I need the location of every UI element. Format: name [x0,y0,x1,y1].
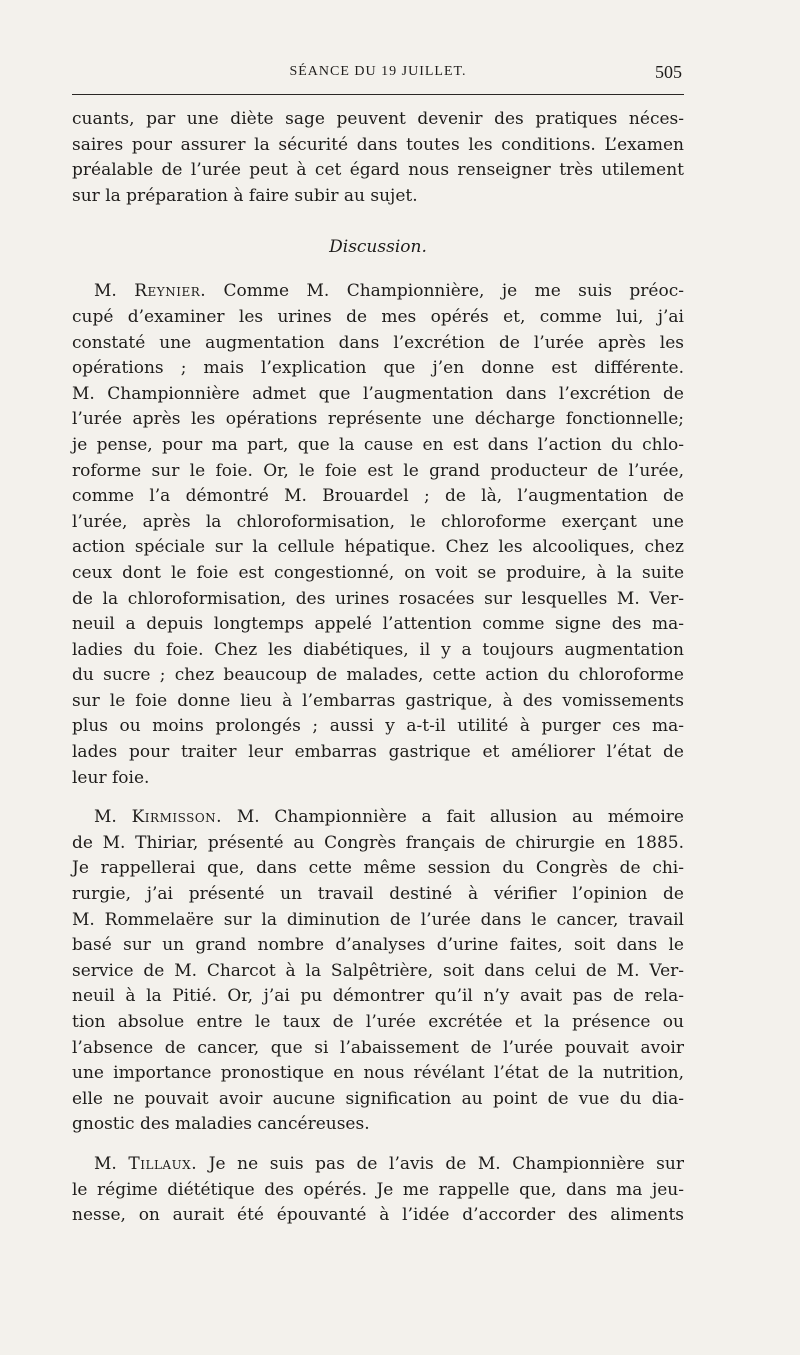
speaker-name: Kirmisson. [131,807,223,828]
speaker-prefix: M. [94,281,135,302]
line-text: Comme M. Championnière, je me suis préoc- [206,281,684,302]
text-line: basé sur un grand nombre d’analyses d’urine faites, soit dans le [72,935,684,956]
text-line: préalable de l’urée peut à cet égard nous renseigner très utilement [72,160,684,181]
speaker-prefix: M. [94,1153,129,1174]
book-page [72,62,684,1229]
text-line: une importance pronostique en nous révélant l’état de la nutrition, [72,1063,684,1084]
text-line: sur la préparation à faire subir au sujet. [72,185,418,206]
header-rule [72,94,684,95]
line-text: Je ne suis pas de l’avis de M. Championnière sur [197,1153,684,1174]
text-line: l’absence de cancer, que si l’abaissement de l’urée pouvait avoir [72,1037,684,1058]
text-line: le régime diététique des opérés. Je me rappelle que, dans ma jeu- [72,1179,684,1200]
intro-paragraph [72,107,684,209]
text-line: sur le foie donne lieu à l’embarras gastrique, à des vomissements [72,690,684,711]
text-line: opérations ; mais l’explication que j’en donne est différente. [72,358,684,379]
text-line: nesse, on aurait été épouvanté à l’idée d’accorder des aliments [72,1205,684,1226]
text-line: M. Rommelaëre sur la diminution de l’urée dans le cancer, travail [72,909,684,930]
paragraph-gap [72,791,684,805]
text-line: Je rappellerai que, dans cette même session du Congrès de chi- [72,858,684,879]
text-line: ladies du foie. Chez les diabétiques, il y a toujours augmentation [72,639,684,660]
text-line: M. Championnière admet que l’augmentation dans l’excrétion de [72,383,684,404]
running-head [72,62,684,88]
page-number: 505 [655,62,682,82]
text-line: rurgie, j’ai présenté un travail destiné à vérifier l’opinion de [72,884,684,905]
text-line: tion absolue entre le taux de l’urée excrétée et la présence ou [72,1012,684,1032]
text-line: plus ou moins prolongés ; aussi y a-t-il utilité à purger ces ma- [72,716,684,737]
speaker-prefix: M. [94,807,132,828]
text-line: elle ne pouvait avoir aucune signification au point de vue du dia- [72,1088,684,1109]
text-line: lades pour traiter leur embarras gastrique et améliorer l’état de [72,742,684,763]
paragraph-gap [72,1138,684,1152]
text-line [72,1152,684,1178]
text-line: saires pour assurer la sécurité dans toutes les conditions. L’examen [72,134,684,155]
text-line: neuil a depuis longtemps appelé l’attention comme signe des ma- [72,614,684,635]
text-line: je pense, pour ma part, que la cause en est dans l’action du chlo- [72,434,684,455]
text-line [72,279,684,305]
text-line: constaté une augmentation dans l’excrétion de l’urée après les [72,332,684,353]
text-line: l’urée, après la chloroformisation, le chloroforme exerçant une [72,511,684,532]
text-line [72,805,684,831]
speaker-name: Tillaux. [128,1153,198,1174]
text-line: gnostic des maladies cancéreuses. [72,1114,370,1135]
speaker-name: Reynier. [134,281,207,302]
text-line: de la chloroformisation, des urines rosacées sur lesquelles M. Ver- [72,588,684,609]
text-line: leur foie. [72,767,150,788]
text-line: action spéciale sur la cellule hépatique. Chez les alcooliques, chez [72,537,684,558]
text-line: ceux dont le foie est congestionné, on voit se produire, à la suite [72,562,684,583]
text-line: neuil à la Pitié. Or, j’ai pu démontrer qu’il n’y avait pas de rela- [72,986,684,1007]
text-line: cupé d’examiner les urines de mes opérés et, comme lui, j’ai [72,306,684,327]
text-line: l’urée après les opérations représente une décharge fonctionnelle; [72,409,684,430]
text-line: comme l’a démontré M. Brouardel ; de là, l’augmentation de [72,486,684,507]
paragraph-reynier [72,279,684,791]
section-heading: Discussion. [329,237,427,258]
text-line: de M. Thiriar, présenté au Congrès français de chirurgie en 1885. [72,832,684,853]
running-title: SÉANCE DU 19 JUILLET. [289,64,467,79]
paragraph-tillaux [72,1152,684,1229]
text-line: cuants, par une diète sage peuvent devenir des pratiques néces- [72,109,684,129]
text-line: service de M. Charcot à la Salpêtrière, soit dans celui de M. Ver- [72,960,684,981]
text-line: roforme sur le foie. Or, le foie est le grand producteur de l’urée, [72,460,684,481]
paragraph-kirmisson [72,805,684,1138]
text-line: du sucre ; chez beaucoup de malades, cette action du chloroforme [72,665,684,686]
line-text: M. Championnière a fait allusion au mémoire [222,807,684,828]
